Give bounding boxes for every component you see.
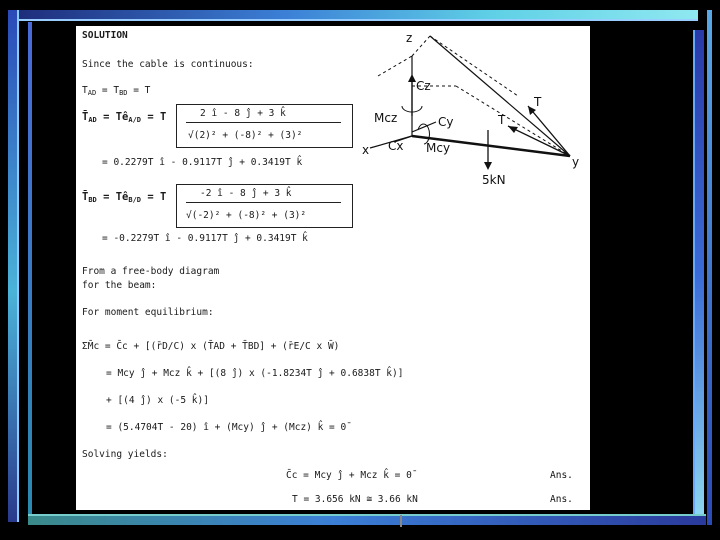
- intro-text: Since the cable is continuous:: [82, 59, 254, 70]
- fbd-text-2: for the beam:: [82, 280, 157, 291]
- cx-label: Cx: [388, 139, 404, 153]
- axis-z-label: z: [406, 31, 413, 45]
- dashed-edge-5: [378, 56, 412, 76]
- tbd-result: = -0.2279T î - 0.9117T ĵ + 0.3419T k̂: [102, 233, 308, 244]
- moment-equation-4: = (5.4704T - 20) î + (Mcy) ĵ + (Mcz) k̂ = 0̄: [106, 422, 347, 433]
- answer-label-1: Ans.: [550, 470, 573, 481]
- answer-label-2: Ans.: [550, 494, 573, 505]
- moment-heading: For moment equilibrium:: [82, 307, 214, 318]
- tbd-vector-label: $T̄_{BD}$ = $Tê_{B/D} = T$: [82, 191, 167, 204]
- cy-label: Cy: [438, 115, 454, 129]
- dashed-edge-2: [430, 36, 518, 96]
- axis-x-label: x: [362, 143, 370, 157]
- fbd-text-1: From a free-body diagram: [82, 266, 220, 277]
- text-cursor: [400, 515, 402, 527]
- cz-label: Cz: [416, 79, 431, 93]
- free-body-diagram: [358, 26, 590, 216]
- tension-arrow-2: [528, 106, 570, 156]
- tension-equality: $T_{AD} = T_{BD} = T$: [82, 85, 151, 97]
- moment-equation-1: ΣM̄c = C̄c + [(r̄D/C) x (T̄AD + T̄BD] + (r̄E/C x W̄): [82, 341, 340, 352]
- mcz-label: Mcz: [374, 111, 398, 125]
- dashed-edge-1: [412, 36, 430, 56]
- solution-heading: SOLUTION: [82, 30, 128, 41]
- tension-label-1: T: [534, 95, 542, 109]
- tbd-fraction-line: [186, 202, 341, 203]
- result-moment: C̄c = Mcy ĵ + Mcz k̂ = 0̄: [286, 470, 412, 481]
- tbd-fraction-denominator: √(-2)² + (-8)² + (3)²: [186, 210, 307, 221]
- tad-fraction-numerator: 2 î - 8 ĵ + 3 k̂: [200, 108, 286, 119]
- frame-left-bar: [8, 10, 19, 522]
- frame-top-bar: [8, 10, 698, 21]
- dashed-edge-4: [456, 86, 570, 156]
- mcy-label: Mcy: [426, 141, 451, 155]
- diagram-svg: [358, 26, 590, 216]
- frame-bottom-bar: [28, 514, 706, 525]
- tad-vector-label: $T̄_{AD}$ = $Tê_{A/D} = T$: [82, 111, 167, 124]
- tad-fraction-line: [186, 122, 341, 123]
- axis-y-label: y: [572, 155, 580, 169]
- frame-right-outer-bar: [707, 10, 712, 525]
- frame-right-bar: [693, 30, 704, 520]
- result-tension: T = 3.656 kN ≅ 3.66 kN: [292, 494, 418, 505]
- solution-page: [76, 26, 590, 510]
- moment-equation-2: = Mcy ĵ + Mcz k̂ + [(8 ĵ) x (-1.8234T ĵ + 0.6838T k̂)]: [106, 368, 404, 379]
- tbd-fraction-numerator: -2 î - 8 ĵ + 3 k̂: [200, 188, 292, 199]
- load-label: 5kN: [482, 173, 506, 187]
- cable-edge-1: [430, 36, 570, 156]
- cz-arrowhead: [408, 74, 416, 82]
- tad-fraction-denominator: √(2)² + (-8)² + (3)²: [188, 130, 303, 141]
- tension-label-2: T: [498, 113, 506, 127]
- load-arrowhead: [484, 162, 492, 170]
- cy-arrow: [412, 122, 436, 132]
- tad-result: = 0.2279T î - 0.9117T ĵ + 0.3419T k̂: [102, 157, 303, 168]
- solving-text: Solving yields:: [82, 449, 168, 460]
- frame-left-inner-bar: [28, 22, 32, 514]
- moment-equation-3: + [(4 ĵ) x (-5 k̂)]: [106, 395, 209, 406]
